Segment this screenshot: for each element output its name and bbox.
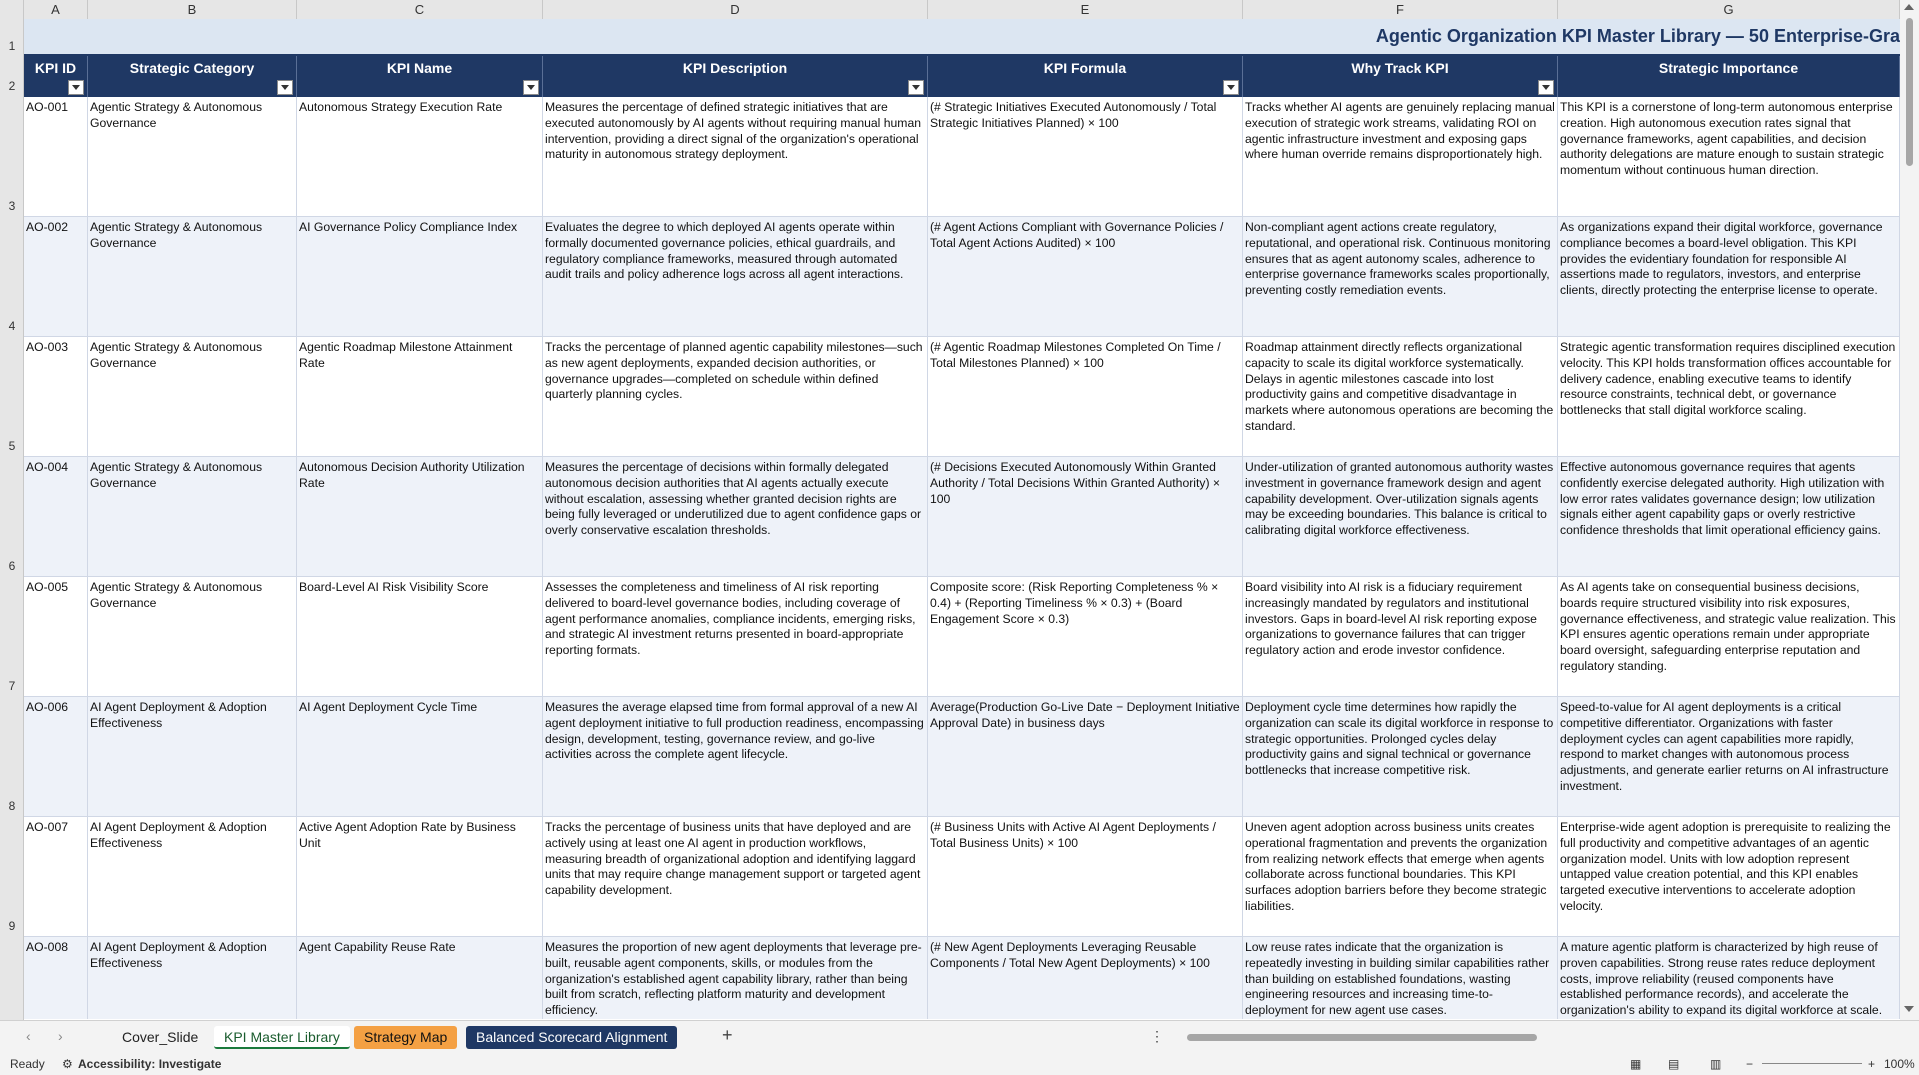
row-number-5[interactable]: 5: [8, 439, 16, 453]
category-cell[interactable]: AI Agent Deployment & Adoption Effectiveness: [88, 937, 297, 1019]
vertical-scroll-thumb[interactable]: [1906, 18, 1913, 166]
kpi-id-cell[interactable]: AO-008: [24, 937, 88, 1019]
header-kpi-name[interactable]: [297, 56, 543, 97]
column-header-a[interactable]: A: [24, 0, 88, 19]
description-cell[interactable]: Measures the average elapsed time from formal approval of a new AI agent deployment initiative to full production readiness, encompassing design, development, testing, governance review, and go-live activities across the complete agent lifecycle.: [543, 697, 928, 816]
why-track-cell[interactable]: Tracks whether AI agents are genuinely replacing manual execution of strategic work streams, validating ROI on agentic infrastructure investment and exposing gaps where human override remains disproportionately high.: [1243, 97, 1558, 216]
category-cell[interactable]: Agentic Strategy & Autonomous Governance: [88, 217, 297, 336]
header-label: KPI Description: [682, 60, 788, 76]
filter-dropdown-icon[interactable]: [277, 80, 293, 95]
importance-cell[interactable]: As AI agents take on consequential business decisions, boards require structured visibility into risk exposures, governance effectiveness, and strategic value realization. This KPI ensures agentic operations remain under appropriate board oversight, safeguarding enterprise reputation and regulatory standing.: [1558, 577, 1900, 696]
header-kpi-id[interactable]: [24, 56, 88, 97]
description-cell[interactable]: Measures the percentage of decisions within formally delegated autonomous decision authorities that AI agents actually execute without escalation, assessing whether granted decision rights are being fully leveraged or underutilized due to agent confidence gaps or overly conservative escalation thresholds.: [543, 457, 928, 576]
zoom-out-icon[interactable]: −: [1746, 1057, 1754, 1071]
scroll-down-icon[interactable]: [1904, 1006, 1914, 1012]
tab-cover-slide[interactable]: Cover_Slide: [122, 1029, 199, 1045]
table-row[interactable]: [24, 337, 1900, 457]
category-cell[interactable]: Agentic Strategy & Autonomous Governance: [88, 577, 297, 696]
vertical-scrollbar[interactable]: [1900, 0, 1919, 1020]
table-row[interactable]: [24, 577, 1900, 697]
scroll-up-icon[interactable]: [1904, 4, 1914, 10]
why-track-cell[interactable]: Uneven agent adoption across business units creates operational fragmentation and prevents the organization from realizing network effects that emerge when agents collaborate across functional boundaries. This KPI surfaces adoption barriers before they become strategic liabilities.: [1243, 817, 1558, 936]
page-break-icon[interactable]: ▥: [1710, 1057, 1722, 1071]
table-row[interactable]: [24, 937, 1900, 1019]
status-ready: Ready: [10, 1057, 45, 1071]
description-cell[interactable]: Assesses the completeness and timeliness of AI risk reporting delivered to board-level governance bodies, including coverage of agent performance anomalies, compliance incidents, emerging risks, and strategic AI investment returns presented in board-appropriate reporting formats.: [543, 577, 928, 696]
filter-dropdown-icon[interactable]: [523, 80, 539, 95]
normal-view-icon[interactable]: ▦: [1630, 1057, 1642, 1071]
importance-cell[interactable]: Enterprise-wide agent adoption is prerequisite to realizing the full productivity and competitive advantages of an agentic organization model. Units with low adoption represent untapped value creation potential, and this KPI enables targeted executive interventions to accelerate adoption velocity.: [1558, 817, 1900, 936]
header-why-track-kpi[interactable]: [1243, 56, 1558, 97]
formula-cell[interactable]: Composite score: (Risk Reporting Completeness % × 0.4) + (Reporting Timeliness % × 0.3) + (Board Engagement Score × 0.3): [928, 577, 1243, 696]
horizontal-scroll-thumb[interactable]: [1187, 1034, 1537, 1041]
zoom-level[interactable]: 100%: [1884, 1057, 1915, 1071]
description-cell[interactable]: Measures the proportion of new agent deployments that leverage pre-built, reusable agent components, skills, or modules from the organization's established agent capability library, rather than being built from scratch, reflecting platform maturity and development efficiency.: [543, 937, 928, 1019]
importance-cell[interactable]: A mature agentic platform is characterized by high reuse of proven capabilities. Strong reuse rates reduce deployment costs, improve reliability (reused components have established performance records), and accelerate the organization's ability to expand its digital workforce at scale.: [1558, 937, 1900, 1019]
category-cell[interactable]: Agentic Strategy & Autonomous Governance: [88, 97, 297, 216]
formula-cell[interactable]: (# Agentic Roadmap Milestones Completed On Time / Total Milestones Planned) × 100: [928, 337, 1243, 456]
formula-cell[interactable]: (# Strategic Initiatives Executed Autonomously / Total Strategic Initiatives Planned) × 100: [928, 97, 1243, 216]
description-cell[interactable]: Evaluates the degree to which deployed AI agents operate within formally documented governance policies, ethical guardrails, and regulatory compliance frameworks, measured through automated audit trails and policy adherence logs across all agent interactions.: [543, 217, 928, 336]
category-cell[interactable]: AI Agent Deployment & Adoption Effectiveness: [88, 697, 297, 816]
tab-kpi-master-library[interactable]: KPI Master Library: [214, 1026, 350, 1049]
category-cell[interactable]: Agentic Strategy & Autonomous Governance: [88, 457, 297, 576]
tab-scroll-left-icon[interactable]: ‹: [26, 1028, 31, 1044]
kpi-id-cell[interactable]: AO-006: [24, 697, 88, 816]
description-cell[interactable]: Tracks the percentage of planned agentic capability milestones—such as new agent deployments, expanded decision authorities, or governance upgrades—completed on schedule within defined quarterly planning cycles.: [543, 337, 928, 456]
column-header-bar: [0, 0, 1900, 20]
column-header-d[interactable]: D: [543, 0, 928, 19]
kpi-id-cell[interactable]: AO-002: [24, 217, 88, 336]
description-cell[interactable]: Measures the percentage of defined strategic initiatives that are executed autonomously by AI agents without requiring manual human intervention, providing a direct signal of the organization's operational maturity in autonomous strategy deployment.: [543, 97, 928, 216]
table-row[interactable]: [24, 457, 1900, 577]
row-number-8[interactable]: 8: [8, 799, 16, 813]
table-row[interactable]: [24, 217, 1900, 337]
row-number-6[interactable]: 6: [8, 559, 16, 573]
more-options-icon[interactable]: ⋮: [1150, 1028, 1164, 1044]
category-cell[interactable]: Agentic Strategy & Autonomous Governance: [88, 337, 297, 456]
formula-cell[interactable]: (# Agent Actions Compliant with Governance Policies / Total Agent Actions Audited) × 100: [928, 217, 1243, 336]
header-label: Why Track KPI: [1351, 60, 1449, 76]
why-track-cell[interactable]: Low reuse rates indicate that the organization is repeatedly investing in building similar capabilities rather than building on established foundations, wasting engineering resources and increasing time-to-deployment for new agent use cases.: [1243, 937, 1558, 1019]
row-number-3[interactable]: 3: [8, 199, 16, 213]
filter-dropdown-icon[interactable]: [1223, 80, 1239, 95]
kpi-id-cell[interactable]: AO-003: [24, 337, 88, 456]
formula-cell[interactable]: (# New Agent Deployments Leveraging Reusable Components / Total New Agent Deployments) × 100: [928, 937, 1243, 1019]
header-kpi-formula[interactable]: [928, 56, 1243, 97]
header-strategic-category[interactable]: [88, 56, 297, 97]
add-sheet-button[interactable]: +: [722, 1025, 733, 1045]
column-header-c[interactable]: C: [297, 0, 543, 19]
filter-dropdown-icon[interactable]: [908, 80, 924, 95]
select-all-corner[interactable]: [0, 0, 24, 19]
row-number-4[interactable]: 4: [8, 319, 16, 333]
formula-cell[interactable]: (# Decisions Executed Autonomously Within Granted Authority / Total Decisions Within Granted Authority) × 100: [928, 457, 1243, 576]
importance-cell[interactable]: Speed-to-value for AI agent deployments is a critical competitive differentiator. Organizations with faster deployment cycles can agent capabilities more rapidly, respond to market changes with autonomous process adjustments, and generate earlier returns on AI infrastructure investment.: [1558, 697, 1900, 816]
row-number-7[interactable]: 7: [8, 679, 16, 693]
table-row[interactable]: [24, 817, 1900, 937]
why-track-cell[interactable]: Under-utilization of granted autonomous authority wastes investment in governance framework design and agent capability development. Over-utilization signals agents may be exceeding boundaries. This balance is critical to calibrating digital workforce effectiveness.: [1243, 457, 1558, 576]
sheet-title: Agentic Organization KPI Master Library — 50 Enterprise-Gra: [1375, 26, 1900, 46]
sheet-tabs-bar: [0, 1020, 1919, 1053]
column-header-b[interactable]: B: [88, 0, 297, 19]
kpi-id-cell[interactable]: AO-007: [24, 817, 88, 936]
header-label: KPI Formula: [1043, 60, 1127, 76]
importance-cell[interactable]: As organizations expand their digital workforce, governance compliance becomes a board-level obligation. This KPI provides the evidentiary foundation for responsible AI assertions made to regulators, investors, and enterprise clients, directly protecting the enterprise license to operate.: [1558, 217, 1900, 336]
formula-cell[interactable]: (# Business Units with Active AI Agent Deployments / Total Business Units) × 100: [928, 817, 1243, 936]
tab-strategy-map[interactable]: Strategy Map: [354, 1026, 457, 1049]
accessibility-status[interactable]: Accessibility: Investigate: [78, 1057, 222, 1071]
filter-dropdown-icon[interactable]: [68, 80, 84, 95]
kpi-name-cell[interactable]: Agentic Roadmap Milestone Attainment Rate: [297, 337, 543, 456]
filter-dropdown-icon[interactable]: [1538, 80, 1554, 95]
row-number-1[interactable]: 1: [8, 39, 16, 53]
kpi-id-cell[interactable]: AO-001: [24, 97, 88, 216]
header-label: KPI Name: [386, 60, 453, 76]
header-strategic-importance[interactable]: [1558, 56, 1900, 97]
header-label: Strategic Importance: [1658, 60, 1799, 76]
column-header-f[interactable]: F: [1243, 0, 1558, 19]
accessibility-icon: ⚙: [62, 1057, 73, 1071]
title-row[interactable]: [24, 19, 1900, 56]
tab-balanced-scorecard-alignment[interactable]: Balanced Scorecard Alignment: [466, 1026, 677, 1049]
horizontal-scrollbar[interactable]: [1175, 1032, 1890, 1042]
row-number-2[interactable]: 2: [8, 79, 16, 93]
tab-scroll-right-icon[interactable]: ›: [58, 1028, 63, 1044]
header-label: Strategic Category: [129, 60, 255, 76]
zoom-in-icon[interactable]: +: [1868, 1057, 1876, 1071]
kpi-name-cell[interactable]: AI Agent Deployment Cycle Time: [297, 697, 543, 816]
kpi-name-cell[interactable]: Board-Level AI Risk Visibility Score: [297, 577, 543, 696]
category-cell[interactable]: AI Agent Deployment & Adoption Effectiveness: [88, 817, 297, 936]
kpi-name-cell[interactable]: Active Agent Adoption Rate by Business Unit: [297, 817, 543, 936]
importance-cell[interactable]: Strategic agentic transformation requires disciplined execution velocity. This KPI holds transformation offices accountable for delivery cadence, enabling executive teams to identify resource constraints, technical debt, or governance bottlenecks that stall digital workforce scaling.: [1558, 337, 1900, 456]
row-header-bar: [0, 19, 24, 1020]
importance-cell[interactable]: This KPI is a cornerstone of long-term autonomous enterprise creation. High autonomous execution rates signal that governance frameworks, agent capabilities, and decision authority delegations are mature enough to sustain strategic momentum without continuous human direction.: [1558, 97, 1900, 216]
why-track-cell[interactable]: Non-compliant agent actions create regulatory, reputational, and operational risk. Continuous monitoring ensures that as agent autonomy scales, adherence to enterprise governance frameworks scales proportionally, preventing costly remediation events.: [1243, 217, 1558, 336]
why-track-cell[interactable]: Deployment cycle time determines how rapidly the organization can scale its digital workforce in response to strategic opportunities. Prolonged cycles delay productivity gains and signal technical or governance bottlenecks that increase competitive risk.: [1243, 697, 1558, 816]
why-track-cell[interactable]: Board visibility into AI risk is a fiduciary requirement increasingly mandated by regulators and institutional investors. Gaps in board-level AI risk reporting expose organizations to governance failures that can trigger regulatory action and erode investor confidence.: [1243, 577, 1558, 696]
kpi-name-cell[interactable]: AI Governance Policy Compliance Index: [297, 217, 543, 336]
header-kpi-description[interactable]: [543, 56, 928, 97]
column-header-g[interactable]: G: [1558, 0, 1900, 19]
kpi-id-cell[interactable]: AO-004: [24, 457, 88, 576]
table-row[interactable]: [24, 97, 1900, 217]
status-bar: [0, 1053, 1919, 1075]
kpi-name-cell[interactable]: Autonomous Strategy Execution Rate: [297, 97, 543, 216]
zoom-slider[interactable]: [1762, 1063, 1862, 1064]
column-header-e[interactable]: E: [928, 0, 1243, 19]
why-track-cell[interactable]: Roadmap attainment directly reflects organizational capacity to scale its digital workforce systematically. Delays in agentic milestones cascade into lost productivity gains and competitive disadvantage in markets where autonomous operations are becoming the standard.: [1243, 337, 1558, 456]
description-cell[interactable]: Tracks the percentage of business units that have deployed and are actively using at least one AI agent in production workflows, measuring breadth of organizational adoption and identifying laggard units that may require change management support or targeted agent capability development.: [543, 817, 928, 936]
formula-cell[interactable]: Average(Production Go-Live Date − Deployment Initiative Approval Date) in business days: [928, 697, 1243, 816]
page-layout-icon[interactable]: ▤: [1668, 1057, 1680, 1071]
row-number-9[interactable]: 9: [8, 919, 16, 933]
header-label: KPI ID: [34, 60, 77, 76]
kpi-id-cell[interactable]: AO-005: [24, 577, 88, 696]
kpi-name-cell[interactable]: Agent Capability Reuse Rate: [297, 937, 543, 1019]
table-row[interactable]: [24, 697, 1900, 817]
spreadsheet-grid[interactable]: [24, 19, 1900, 1019]
importance-cell[interactable]: Effective autonomous governance requires that agents confidently exercise delegated authority. High utilization with low error rates validates governance design; low utilization signals either agent capability gaps or overly restrictive confidence thresholds that limit operational efficiency gains.: [1558, 457, 1900, 576]
kpi-name-cell[interactable]: Autonomous Decision Authority Utilization Rate: [297, 457, 543, 576]
